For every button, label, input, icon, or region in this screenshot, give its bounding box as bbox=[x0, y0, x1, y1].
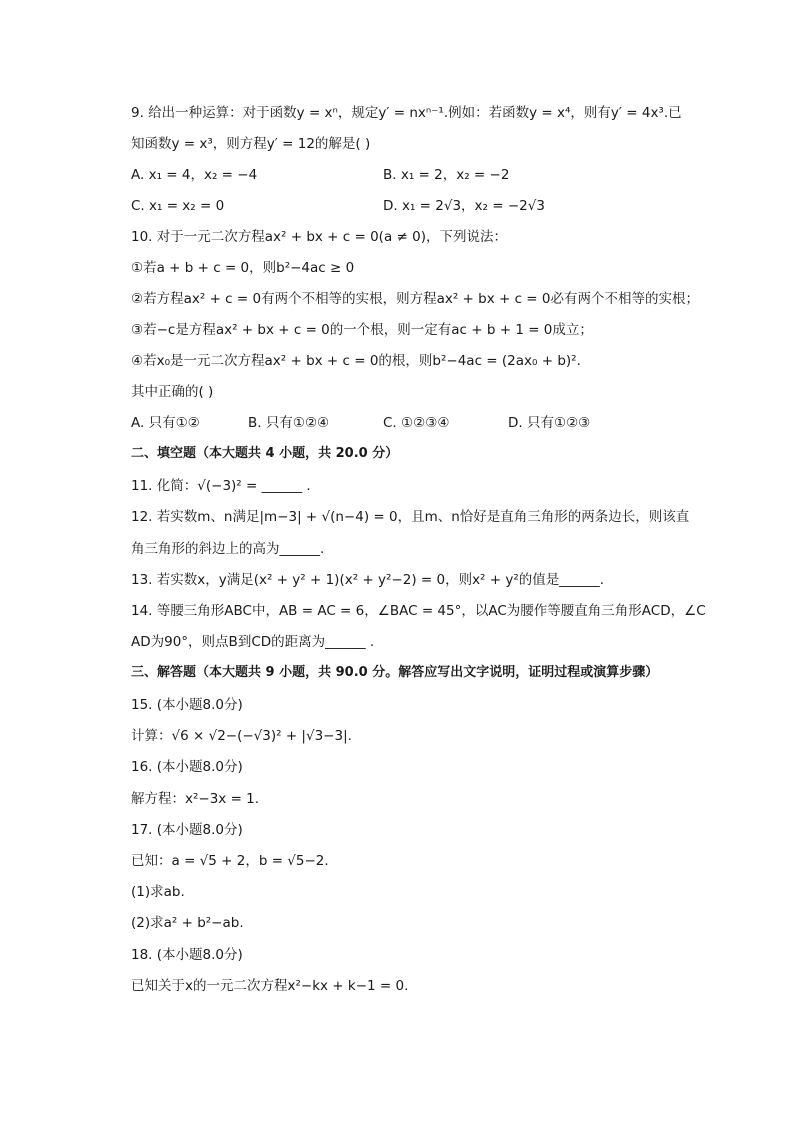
q12-line1: 12. 若实数m、n满足|m−3| + √(n−4) = 0，且m、n恰好是直角三角形的两条边长，则该直 bbox=[131, 509, 690, 525]
q10-option-d: D. 只有①②③ bbox=[508, 415, 591, 431]
q10-option-b: B. 只有①②④ bbox=[248, 415, 330, 431]
q9-option-a: A. x₁ = 4，x₂ = −4 bbox=[131, 167, 258, 183]
q9-line2: 知函数y = x³，则方程y′ = 12的解是( ) bbox=[131, 136, 371, 152]
q15-body: 计算：√6 × √2−(−√3)² + |√3−3|. bbox=[131, 728, 352, 744]
section-3-heading: 三、解答题（本大题共 9 小题，共 90.0 分。解答应写出文字说明，证明过程或演算步骤） bbox=[131, 665, 659, 680]
q9-option-b: B. x₁ = 2，x₂ = −2 bbox=[383, 167, 510, 183]
q10-option-a: A. 只有①② bbox=[131, 415, 200, 431]
q10-statement-4: ④若x₀是一元二次方程ax² + bx + c = 0的根，则b²−4ac = (2ax₀ + b)². bbox=[131, 353, 581, 369]
q15-head: 15. (本小题8.0分) bbox=[131, 697, 243, 713]
q9-option-d: D. x₁ = 2√3，x₂ = −2√3 bbox=[383, 198, 545, 214]
q14-line2: AD为90°，则点B到CD的距离为______ . bbox=[131, 634, 375, 650]
q14-line1: 14. 等腰三角形ABC中，AB = AC = 6，∠BAC = 45°，以AC为腰作等腰直角三角形ACD，∠C bbox=[131, 603, 706, 619]
q18-body: 已知关于x的一元二次方程x²−kx + k−1 = 0. bbox=[131, 978, 409, 994]
q10-statement-3: ③若−c是方程ax² + bx + c = 0的一个根，则一定有ac + b + 1 = 0成立； bbox=[131, 322, 593, 338]
q17-body: 已知：a = √5 + 2，b = √5−2. bbox=[131, 853, 329, 869]
q17-part-1: (1)求ab. bbox=[131, 884, 185, 900]
q9-line1: 9. 给出一种运算：对于函数y = xⁿ，规定y′ = nxⁿ⁻¹.例如：若函数y = x⁴，则有y′ = 4x³.已 bbox=[131, 105, 682, 121]
q16-head: 16. (本小题8.0分) bbox=[131, 759, 243, 775]
q10-ask: 其中正确的( ) bbox=[131, 384, 214, 400]
q17-head: 17. (本小题8.0分) bbox=[131, 822, 243, 838]
section-2-heading: 二、填空题（本大题共 4 小题，共 20.0 分） bbox=[131, 446, 399, 461]
q10-statement-2: ②若方程ax² + c = 0有两个不相等的实根，则方程ax² + bx + c = 0必有两个不相等的实根； bbox=[131, 291, 700, 307]
q10-line1: 10. 对于一元二次方程ax² + bx + c = 0(a ≠ 0)，下列说法： bbox=[131, 229, 507, 245]
q11-line: 11. 化简：√(−3)² = ______ . bbox=[131, 478, 311, 494]
q18-head: 18. (本小题8.0分) bbox=[131, 947, 243, 963]
q16-body: 解方程：x²−3x = 1. bbox=[131, 791, 260, 807]
q17-part-2: (2)求a² + b²−ab. bbox=[131, 915, 244, 931]
q13-line: 13. 若实数x，y满足(x² + y² + 1)(x² + y²−2) = 0，则x² + y²的值是______. bbox=[131, 572, 605, 588]
q12-line2: 角三角形的斜边上的高为______. bbox=[131, 541, 325, 557]
q10-option-c: C. ①②③④ bbox=[383, 415, 450, 431]
q9-option-c: C. x₁ = x₂ = 0 bbox=[131, 198, 225, 214]
q10-statement-1: ①若a + b + c = 0，则b²−4ac ≥ 0 bbox=[131, 260, 355, 276]
